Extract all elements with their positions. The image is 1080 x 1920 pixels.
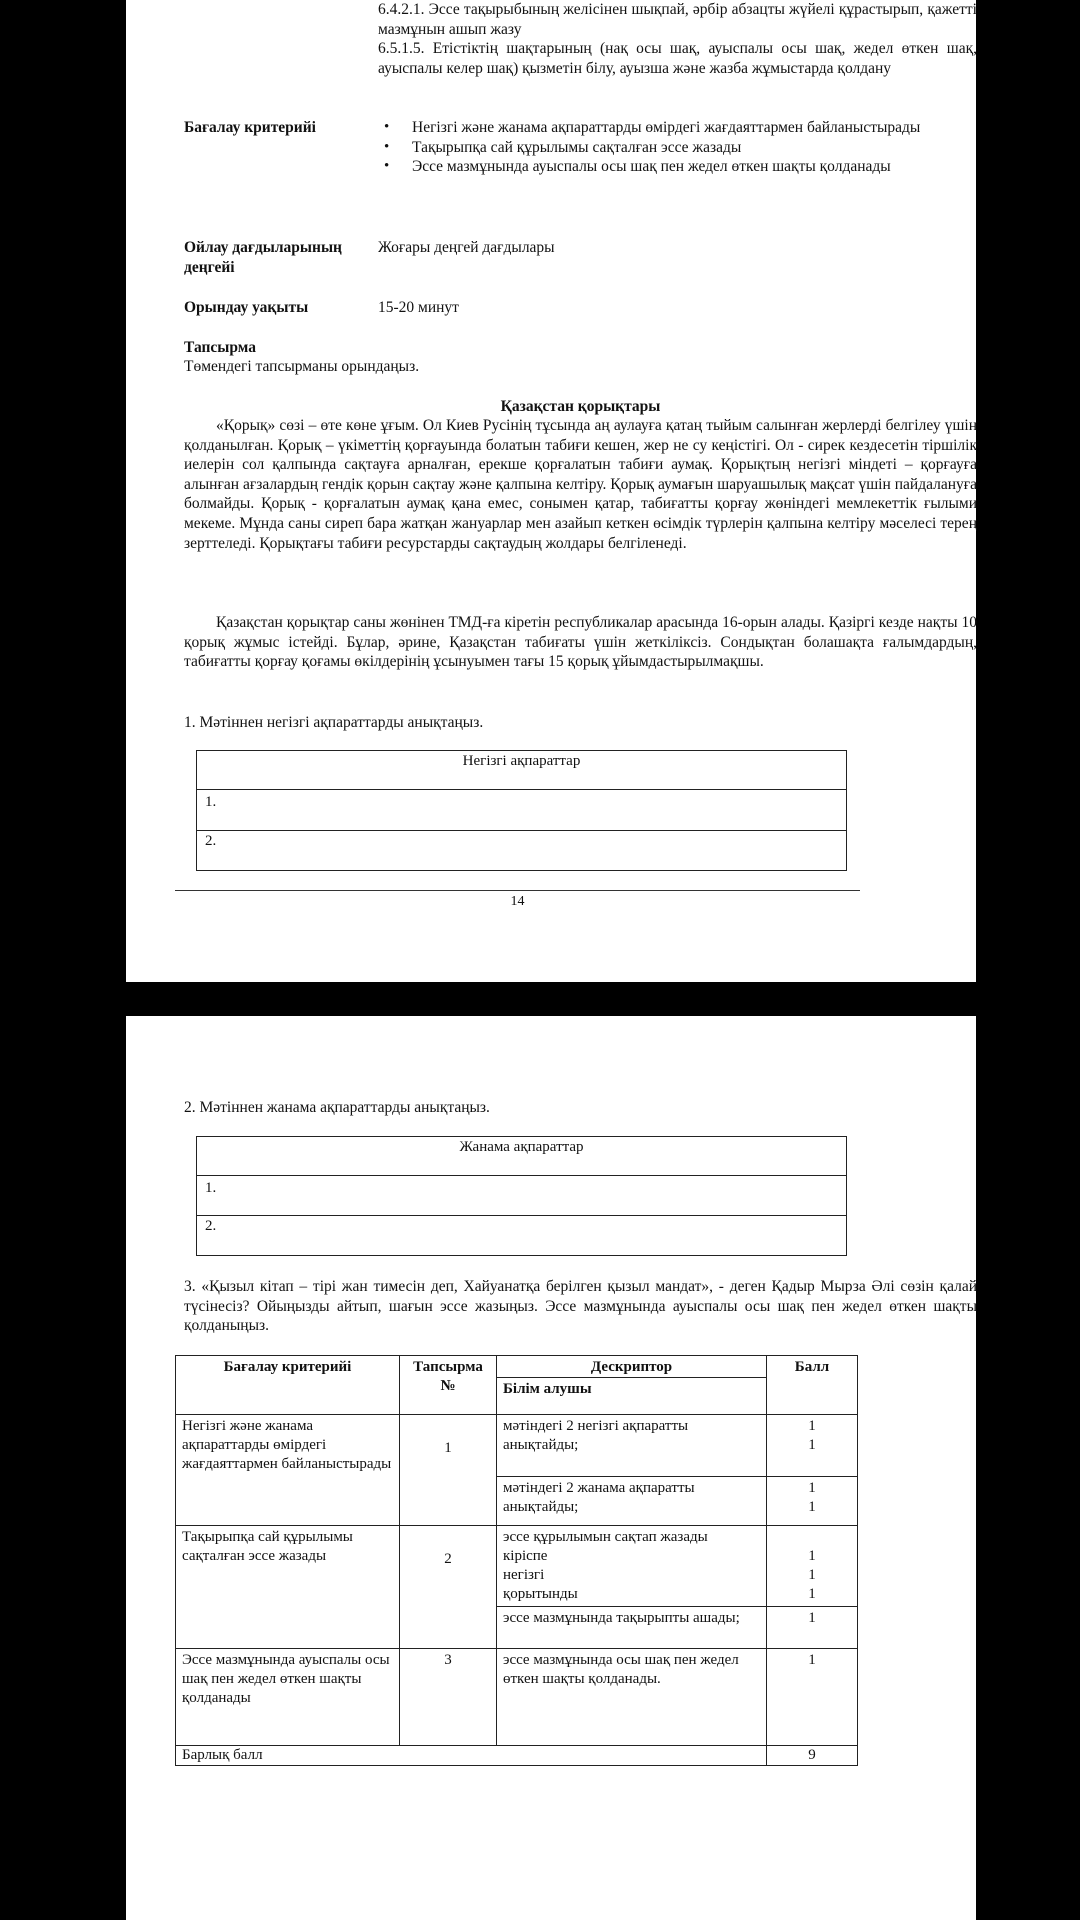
rubric-task-3: 3 [400,1649,497,1746]
descriptor-secondary-info: мәтіндегі 2 жанама ақпаратты анықтайды; [497,1476,766,1519]
criteria-label: Бағалау критерийі [184,119,316,136]
header-criteria: Бағалау критерийі [176,1356,400,1415]
objective-1: 6.4.2.1. Эссе тақырыбының желісінен шықпай, әрбір абзацты жүйелі құрастырып, қажетті мазмұнын ашып жазу [378,1,977,38]
table-row[interactable]: 2. [197,831,847,871]
score: 1 [767,1649,858,1746]
text-title: Қазақстан қорықтары [500,398,661,415]
table-header: Жанама ақпараттар [197,1137,847,1176]
score: 1 [808,1437,816,1453]
document-page-2 [126,1016,976,1920]
criteria-item: • Эссе мазмұнында ауыспалы осы шақ пен жедел өткен шақты қолданады [378,157,977,177]
main-info-table [196,750,847,871]
criteria-item: • Негізгі және жанама ақпараттарды өмірдегі жағдаяттармен байланыстырады [378,118,977,138]
table-header: Негізгі ақпараттар [197,751,847,790]
footer-divider [175,890,860,891]
task-label: Тапсырма [184,339,256,356]
descriptor-topic: эссе мазмұнында тақырыпты ашады; [497,1606,766,1630]
rubric-criteria-2: Тақырыпқа сай құрылымы сақталған эссе жазады [176,1526,400,1649]
descriptor-introduction: кіріспе [503,1548,548,1564]
question-3: 3. «Қызыл кітап – тірі жан тимесін деп, Хайуанатқа берілген қызыл мандат», - деген Қадыр Мырза Әлі сөзін қалай түсінесіз? Ойыңызды айтып, шағын эссе жазыңыз. Эссе мазмұнында ауыспалы осы шақ пен жедел өткен шақты қолданыңыз. [184,1278,977,1335]
paragraph-2: Қазақстан қорықтар саны жөнінен ТМД-ға кіретін республикалар арасында 16-орын алады. Қазіргі кезде нақты 10 қорық жұмыс істейді. Бұлар, әрине, Қазақстан табиғаты үшін жеткіліксіз. Сондықтан болашақта ғалымдардың, табиғатты қорғау қоғамы өкілдерінің ұсынуымен тағы 15 қорық ұйымдастырылмақшы. [184,614,977,671]
header-score: Балл [767,1356,858,1415]
time-value: 15-20 минут [378,299,459,316]
question-2: 2. Мәтіннен жанама ақпараттарды анықтаңыз. [184,1099,490,1116]
rubric-criteria-3: Эссе мазмұнында ауыспалы осы шақ пен жедел өткен шақты қолданады [176,1649,400,1746]
paragraph-1: «Қорық» сөзі – өте көне ұғым. Ол Киев Русінің тұсында аң аулауға қатаң тыйым салынған жерлерді белгілеу үшін қолданылған. Қорық – үкіметтің қорғауында болатын табиғи кешен, жер не су кеңістігі. Ол - сирек кездесетін тіршілік иелерін сол қалпында сақтауға арналған, ерекше қорғалатын табиғи аумақ. Қорықтың негізгі міндеті – қорғауға алынған ағзалардың гендік қорын сақтау және қалпына келтіру. Қорық аумағын шаруашылық мақсат үшін пайдалануға болмайды. Қорық - қорғалатын аумақ қана емес, сонымен қатар, табиғатты қорғау жөніндегі мемлекеттік ғылыми мекеме. Мұнда саны сиреп бара жатқан жануарлар мен азайып кеткен өсімдік түрлерін қалпына келтіру мәселесі терең зерттеледі. Қорықтағы табиғи ресурстарды сақтаудың жолдары белгіленеді. [184,417,977,552]
descriptor-conclusion: қорытынды [503,1586,578,1602]
criteria-item: • Тақырыпқа сай құрылымы сақталған эссе жазады [378,138,977,158]
table-row[interactable]: 1. [197,790,847,831]
score: 1 [808,1480,816,1496]
secondary-info-table [196,1136,847,1256]
thinking-label: Ойлау дағдыларының деңгейі [184,239,342,276]
score: 1 [808,1567,816,1583]
page-number: 14 [510,894,525,909]
descriptor-structure: эссе құрылымын сақтап жазады [503,1529,708,1545]
criteria-list [378,118,977,177]
rubric-task-1: 1 [400,1415,497,1526]
rubric-criteria-1: Негізгі және жанама ақпараттарды өмірдегі жағдаяттармен байланыстырады [176,1415,400,1526]
header-descriptor: Дескриптор [590,1359,673,1375]
assessment-rubric-table [175,1355,858,1766]
score: 1 [808,1499,816,1515]
total-score: 9 [767,1746,858,1766]
score: 1 [767,1606,857,1630]
header-learner: Білім алушы [497,1377,766,1401]
descriptor-main-info: мәтіндегі 2 негізгі ақпаратты анықтайды; [503,1418,689,1453]
thinking-value: Жоғары деңгей дағдылары [378,239,555,256]
rubric-task-2: 2 [400,1526,497,1649]
table-row[interactable]: 1. [197,1176,847,1216]
descriptor-tenses: эссе мазмұнында осы шақ пен жедел өткен шақты қолданады. [497,1649,767,1746]
score: 1 [808,1418,816,1434]
document-page-1 [126,0,976,982]
descriptor-body: негізгі [503,1567,545,1583]
task-instruction: Төмендегі тапсырманы орындаңыз. [184,358,420,375]
table-row[interactable]: 2. [197,1216,847,1256]
objective-2: 6.5.1.5. Етістіктің шақтарының (нақ осы шақ, ауыспалы осы шақ, жедел өткен шақ, ауыспалы келер шақ) қызметін білу, ауызша және жазба жұмыстарда қолдану [378,40,977,77]
question-1: 1. Мәтіннен негізгі ақпараттарды анықтаңыз. [184,714,484,731]
score: 1 [808,1548,816,1564]
total-label: Барлық балл [176,1746,767,1766]
score: 1 [808,1586,816,1602]
learning-objectives [378,0,977,78]
time-label: Орындау уақыты [184,299,309,316]
header-task-number: Тапсырма № [400,1356,497,1415]
